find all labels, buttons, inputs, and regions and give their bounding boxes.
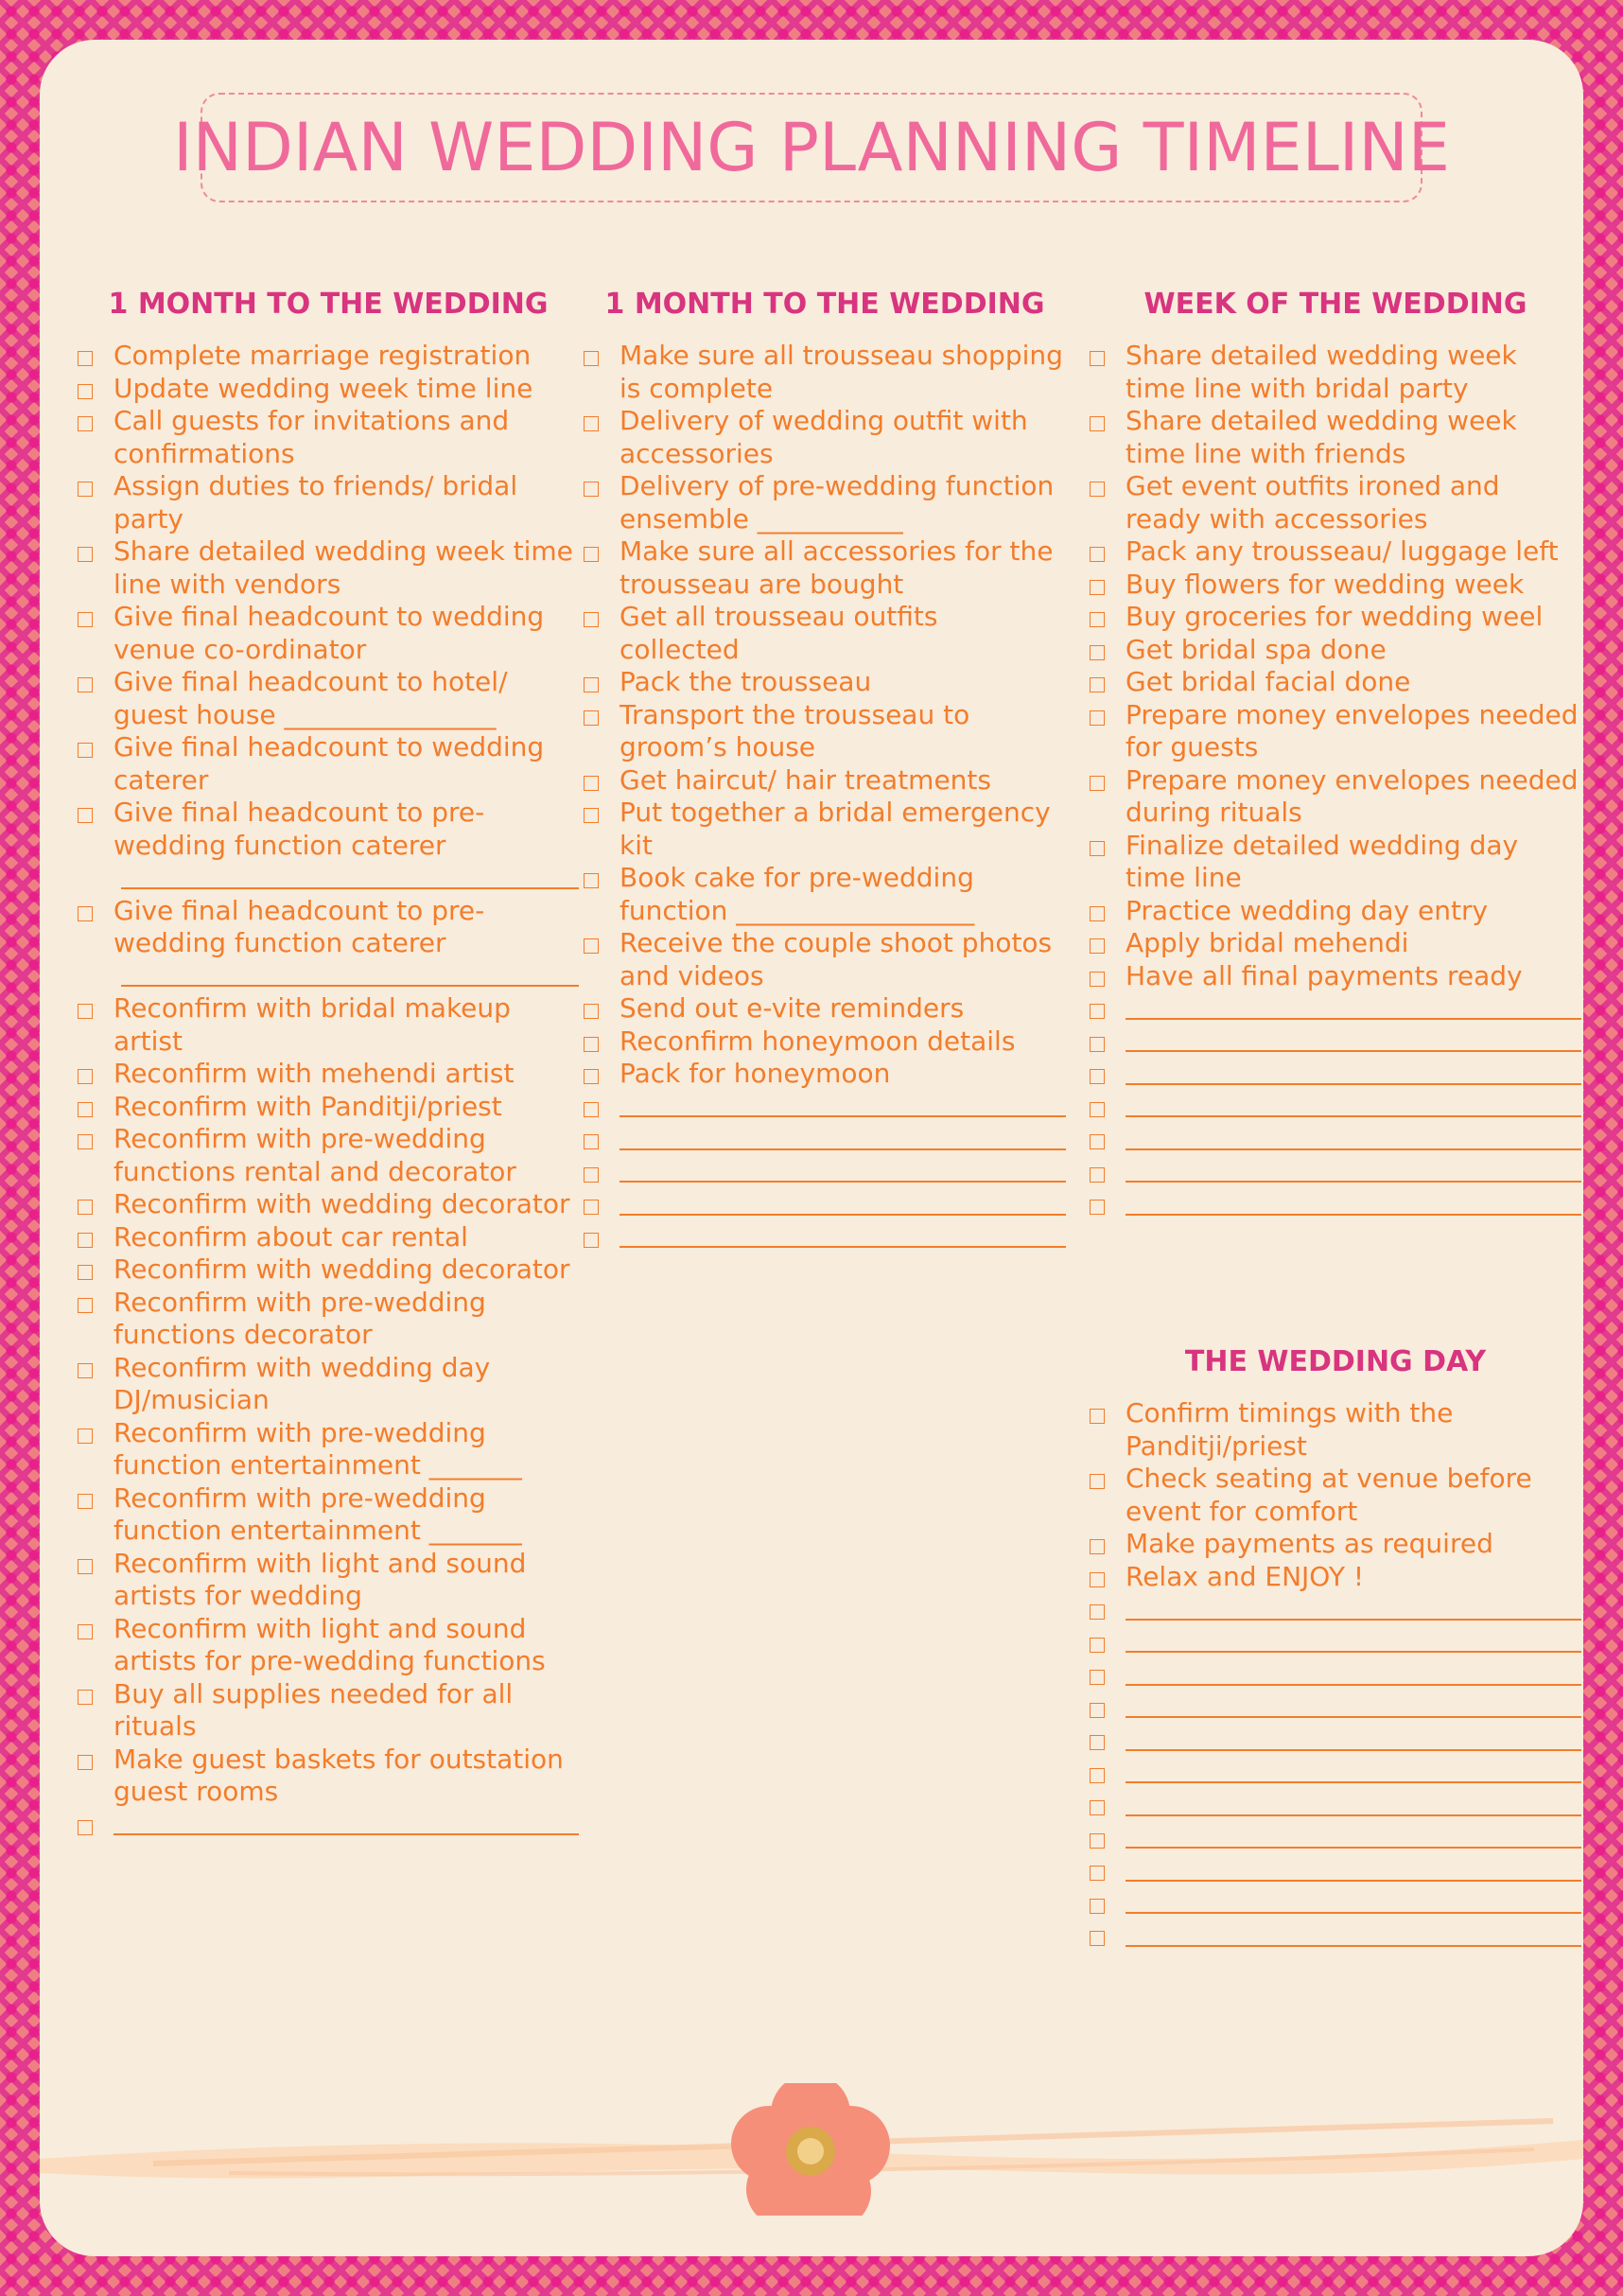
checkbox-icon[interactable] <box>584 612 599 627</box>
checklist <box>1090 340 1581 1221</box>
checkbox-icon[interactable] <box>584 416 599 431</box>
blank-entry-line[interactable] <box>620 1085 1066 1118</box>
checklist-item-text: Give final headcount to wedding caterer <box>113 731 545 796</box>
checkbox-icon[interactable] <box>78 1755 93 1770</box>
checklist-item[interactable] <box>584 340 1066 405</box>
blank-entry-line[interactable] <box>1126 1052 1581 1085</box>
checklist-item[interactable] <box>1090 405 1581 470</box>
blank-entry-line[interactable] <box>1126 1816 1581 1849</box>
checklist-item[interactable] <box>1090 699 1581 764</box>
checklist-item-text: Buy flowers for wedding week <box>1126 568 1525 600</box>
checkbox-icon[interactable] <box>1090 1866 1105 1881</box>
checkbox-icon[interactable] <box>1090 1134 1105 1149</box>
checkbox-icon[interactable] <box>584 1233 599 1248</box>
checklist-item[interactable] <box>584 797 1066 862</box>
checklist-item[interactable] <box>1090 1463 1581 1528</box>
checkbox-icon[interactable] <box>78 1820 93 1835</box>
checklist-item[interactable] <box>78 1253 579 1287</box>
checkbox-icon[interactable] <box>1090 1474 1105 1489</box>
checkbox-icon[interactable] <box>1090 1572 1105 1587</box>
checklist-item[interactable] <box>78 1417 579 1482</box>
blank-entry-line[interactable] <box>1126 987 1581 1020</box>
checkbox-icon[interactable] <box>584 938 599 954</box>
checklist-item-text: Practice wedding day entry <box>1126 894 1489 926</box>
blank-entry-line[interactable] <box>1126 1183 1581 1216</box>
checklist-item[interactable] <box>78 1809 579 1842</box>
checklist-item-text: Send out e-vite reminders <box>620 992 965 1024</box>
checklist-item-text: Reconfirm about car rental <box>113 1220 468 1253</box>
checklist-item[interactable] <box>1090 470 1581 535</box>
checklist-item-text: Get all trousseau outfits collected <box>620 601 938 665</box>
checklist-item-text: Share detailed wedding week time line with vendors <box>113 535 573 600</box>
fill-in-line[interactable] <box>121 955 579 988</box>
checkbox-icon[interactable] <box>1090 1409 1105 1424</box>
blank-entry-line[interactable] <box>1126 1587 1581 1621</box>
checklist-item[interactable] <box>78 1188 579 1221</box>
checklist-item-text: Get bridal facial done <box>1126 666 1411 697</box>
checkbox-icon[interactable] <box>1090 1931 1105 1946</box>
checkbox-icon[interactable] <box>78 1200 93 1215</box>
checkbox-icon[interactable] <box>78 384 93 399</box>
checklist-item[interactable] <box>584 927 1066 992</box>
blank-entry-line[interactable] <box>1126 1117 1581 1150</box>
title-frame <box>173 93 1450 202</box>
checkbox-icon[interactable] <box>78 547 93 562</box>
checklist-item[interactable] <box>584 666 1066 699</box>
checklist-item[interactable] <box>78 797 579 895</box>
checkbox-icon[interactable] <box>584 1200 599 1215</box>
checklist-item-text: Get bridal spa done <box>1126 633 1387 665</box>
checklist-item-text: Share detailed wedding week time line with friends <box>1126 405 1517 469</box>
checklist-item-text: Share detailed wedding week time line with bridal party <box>1126 340 1517 404</box>
blank-entry-line[interactable] <box>1126 1882 1581 1915</box>
checklist-item[interactable] <box>78 1352 579 1417</box>
checklist-item-text: Reconfirm with light and sound artists for pre-wedding functions <box>113 1612 546 1676</box>
checkbox-icon[interactable] <box>584 1004 599 1019</box>
checklist-item[interactable] <box>78 1482 579 1548</box>
checkbox-icon[interactable] <box>1090 1899 1105 1914</box>
checkbox-icon[interactable] <box>1090 351 1105 366</box>
blank-entry-line[interactable] <box>1126 1849 1581 1882</box>
blank-entry-line[interactable] <box>620 1216 1066 1249</box>
checkbox-icon[interactable] <box>1090 1768 1105 1783</box>
checklist-item-text: Apply bridal mehendi <box>1126 927 1409 958</box>
column-week-of-wedding <box>1090 288 1581 1221</box>
checkbox-icon[interactable] <box>1090 1800 1105 1815</box>
checklist-item[interactable] <box>78 1744 579 1809</box>
checklist-item[interactable] <box>1090 895 1581 928</box>
checklist-item[interactable] <box>1090 1397 1581 1463</box>
checkbox-icon[interactable] <box>78 1265 93 1280</box>
checkbox-icon[interactable] <box>584 776 599 791</box>
checklist-item[interactable] <box>1090 927 1581 960</box>
checkbox-icon[interactable] <box>1090 906 1105 921</box>
checkbox-icon[interactable] <box>1090 416 1105 431</box>
checklist-item-text: Buy groceries for wedding weel <box>1126 601 1544 632</box>
checkbox-icon[interactable] <box>584 1037 599 1052</box>
checklist-item[interactable] <box>78 405 579 470</box>
checkbox-icon[interactable] <box>584 710 599 726</box>
checklist-item-text: Reconfirm with pre-wedding function entertainment _______ <box>113 1416 522 1481</box>
checkbox-icon[interactable] <box>78 1233 93 1248</box>
page-title: INDIAN WEDDING PLANNING TIMELINE <box>173 109 1450 186</box>
checkbox-icon[interactable] <box>1090 1004 1105 1019</box>
checklist-item-text: Give final headcount to pre-wedding function caterer <box>113 797 485 861</box>
checkbox-icon[interactable] <box>78 1559 93 1574</box>
checklist-item-text: Relax and ENJOY ! <box>1126 1560 1365 1592</box>
checklist-item[interactable] <box>78 1287 579 1352</box>
checklist-item-text: Prepare money envelopes needed for guests <box>1126 698 1579 762</box>
checklist-item-text: Reconfirm with pre-wedding function entertainment _______ <box>113 1481 522 1546</box>
checklist-item-text: Check seating at venue before event for comfort <box>1126 1463 1532 1527</box>
checklist-item[interactable] <box>584 992 1066 1025</box>
checkbox-icon[interactable] <box>78 416 93 431</box>
checkbox-icon[interactable] <box>1090 547 1105 562</box>
checklist-item-text: Pack the trousseau <box>620 666 872 697</box>
checklist-item[interactable] <box>78 731 579 797</box>
column-1-month-b <box>584 288 1066 1253</box>
checkbox-icon[interactable] <box>1090 776 1105 791</box>
blank-entry-line[interactable] <box>1126 1085 1581 1118</box>
checklist-item[interactable] <box>78 470 579 535</box>
checkbox-icon[interactable] <box>584 1167 599 1183</box>
checklist-item[interactable] <box>1090 634 1581 667</box>
planner-card <box>40 40 1583 2256</box>
checkbox-icon[interactable] <box>1090 1167 1105 1183</box>
checkbox-icon[interactable] <box>78 808 93 823</box>
checklist-item[interactable] <box>78 1123 579 1188</box>
checklist-item-text: Reconfirm with pre-wedding functions rental and decorator <box>113 1123 516 1187</box>
checklist-item[interactable] <box>584 601 1066 666</box>
checklist-item-text: Have all final payments ready <box>1126 959 1523 991</box>
checklist-item-text: Confirm timings with the Panditji/priest <box>1126 1397 1454 1462</box>
checklist <box>1090 1397 1581 1953</box>
checkbox-icon[interactable] <box>1090 482 1105 497</box>
checklist-item-text: Reconfirm with Panditji/priest <box>113 1090 502 1122</box>
checkbox-icon[interactable] <box>584 677 599 692</box>
checkbox-icon[interactable] <box>1090 1703 1105 1718</box>
checklist-item[interactable] <box>584 699 1066 764</box>
checklist-item-text: Reconfirm with mehendi artist <box>113 1058 515 1089</box>
checkbox-icon[interactable] <box>78 1134 93 1149</box>
checklist-item[interactable] <box>1090 535 1581 569</box>
checkbox-icon[interactable] <box>1090 1539 1105 1554</box>
checkbox-icon[interactable] <box>1090 612 1105 627</box>
checklist-item[interactable] <box>78 340 579 373</box>
checkbox-icon[interactable] <box>1090 938 1105 954</box>
checklist-item-text: Buy all supplies needed for all rituals <box>113 1677 514 1742</box>
checkbox-icon[interactable] <box>584 351 599 366</box>
checkbox-icon[interactable] <box>78 906 93 921</box>
checklist-item[interactable] <box>584 1221 1066 1254</box>
blank-entry-line[interactable] <box>620 1183 1066 1216</box>
checkbox-icon[interactable] <box>584 1134 599 1149</box>
checklist-item-text: Delivery of pre-wedding function ensemble ___________ <box>620 470 1055 535</box>
checkbox-icon[interactable] <box>78 1428 93 1444</box>
checklist-item[interactable] <box>584 405 1066 470</box>
checklist-item-text: Give final headcount to pre-wedding function caterer <box>113 894 485 958</box>
checkbox-icon[interactable] <box>78 1102 93 1117</box>
checklist-item[interactable] <box>78 895 579 993</box>
checkbox-icon[interactable] <box>584 1069 599 1084</box>
checklist-item-text: Pack any trousseau/ luggage left <box>1126 535 1559 567</box>
checkbox-icon[interactable] <box>584 1102 599 1117</box>
checkbox-icon[interactable] <box>1090 677 1105 692</box>
checkbox-icon[interactable] <box>78 1624 93 1639</box>
checklist-item[interactable] <box>78 666 579 731</box>
column-wedding-day <box>1090 1345 1581 1953</box>
checklist-item[interactable] <box>78 1091 579 1124</box>
blank-entry-line[interactable] <box>1126 1783 1581 1816</box>
checkbox-icon[interactable] <box>584 873 599 888</box>
checkbox-icon[interactable] <box>1090 1069 1105 1084</box>
blank-entry-line[interactable] <box>1126 1653 1581 1686</box>
checklist-item-text: Make sure all accessories for the trousseau are bought <box>620 535 1054 600</box>
checklist-item-text: Call guests for invitations and confirmations <box>113 405 510 469</box>
checkbox-icon[interactable] <box>1090 1200 1105 1215</box>
blank-entry-line[interactable] <box>113 1803 579 1836</box>
blank-entry-line[interactable] <box>620 1150 1066 1183</box>
checklist-item-text: Assign duties to friends/ bridal party <box>113 470 518 535</box>
checklist-item-text: Reconfirm with pre-wedding functions decorator <box>113 1286 486 1350</box>
column-heading: THE WEDDING DAY <box>1184 1345 1487 1378</box>
checklist-item-text: Give final headcount to wedding venue co-ordinator <box>113 601 545 665</box>
checklist-item-text: Reconfirm with bridal makeup artist <box>113 992 511 1057</box>
checklist-item-text: Get haircut/ hair treatments <box>620 763 991 796</box>
checklist-item[interactable] <box>584 764 1066 797</box>
checklist-item-text: Update wedding week time line <box>113 372 533 404</box>
checklist-item[interactable] <box>1090 569 1581 602</box>
checklist-item[interactable] <box>78 373 579 406</box>
checklist-item-text: Make guest baskets for outstation guest rooms <box>113 1743 564 1807</box>
checkbox-icon[interactable] <box>78 1298 93 1313</box>
checkbox-icon[interactable] <box>78 743 93 758</box>
checklist-item[interactable] <box>1090 1188 1581 1221</box>
checklist-item[interactable] <box>1090 830 1581 895</box>
checklist-item-text: Receive the couple shoot photos and videos <box>620 927 1053 991</box>
checklist-item[interactable] <box>78 1548 579 1613</box>
checklist-item[interactable] <box>78 1058 579 1091</box>
checklist-item-text: Finalize detailed wedding day time line <box>1126 829 1519 893</box>
checkbox-icon[interactable] <box>1090 645 1105 660</box>
checkbox-icon[interactable] <box>584 808 599 823</box>
checkbox-icon[interactable] <box>1090 580 1105 595</box>
checklist-item[interactable] <box>1090 764 1581 830</box>
checklist-item[interactable] <box>78 1221 579 1254</box>
column-1-month-a <box>78 288 579 1841</box>
checkbox-icon[interactable] <box>1090 1102 1105 1117</box>
checkbox-icon[interactable] <box>78 677 93 692</box>
checklist-item-text: Reconfirm with wedding decorator <box>113 1253 570 1285</box>
checklist-item-text: Make sure all trousseau shopping is complete <box>620 340 1063 404</box>
blank-entry-line[interactable] <box>620 1117 1066 1150</box>
blank-entry-line[interactable] <box>1126 1686 1581 1719</box>
checkbox-icon[interactable] <box>78 482 93 497</box>
blank-entry-line[interactable] <box>1126 1751 1581 1784</box>
checklist-item[interactable] <box>78 1613 579 1678</box>
checklist-item-text: Reconfirm with wedding day DJ/musician <box>113 1351 491 1415</box>
checklist-item-text: Transport the trousseau to groom’s house <box>620 698 970 762</box>
checklist-item-text: Reconfirm honeymoon details <box>620 1025 1016 1057</box>
checklist-item-text: Put together a bridal emergency kit <box>620 797 1051 861</box>
fill-in-line[interactable] <box>121 856 579 889</box>
checklist-item-text: Make payments as required <box>1126 1528 1493 1559</box>
checklist-item[interactable] <box>1090 1528 1581 1561</box>
checklist <box>584 340 1066 1253</box>
blank-entry-line[interactable] <box>1126 1718 1581 1751</box>
checklist-item-text: Prepare money envelopes needed during rituals <box>1126 763 1579 828</box>
blank-entry-line[interactable] <box>1126 1914 1581 1947</box>
checklist-item[interactable] <box>78 992 579 1058</box>
checkbox-icon[interactable] <box>1090 841 1105 856</box>
flower-ribbon-decoration <box>40 2083 1583 2216</box>
checkbox-icon[interactable] <box>1090 1670 1105 1685</box>
flower-icon <box>731 2083 890 2216</box>
checklist-item-text: Delivery of wedding outfit with accessories <box>620 405 1028 469</box>
checkbox-icon[interactable] <box>1090 710 1105 726</box>
checkbox-icon[interactable] <box>1090 1037 1105 1052</box>
checklist-item-text: Complete marriage registration <box>113 340 532 371</box>
checklist-item-text: Reconfirm with light and sound artists for wedding <box>113 1547 527 1611</box>
checklist-item-text: Reconfirm with wedding decorator <box>113 1188 570 1219</box>
checkbox-icon[interactable] <box>584 482 599 497</box>
checklist-item[interactable] <box>1090 601 1581 634</box>
column-heading: WEEK OF THE WEDDING <box>1143 288 1527 321</box>
checklist-item[interactable] <box>584 470 1066 535</box>
checkbox-icon[interactable] <box>1090 1638 1105 1653</box>
checkbox-icon[interactable] <box>1090 1735 1105 1750</box>
checklist-item[interactable] <box>584 535 1066 601</box>
checkbox-icon[interactable] <box>78 1363 93 1378</box>
blank-entry-line[interactable] <box>1126 1621 1581 1654</box>
checklist-item[interactable] <box>584 862 1066 927</box>
checklist <box>78 340 579 1841</box>
checkbox-icon[interactable] <box>1090 1604 1105 1620</box>
checklist-item[interactable] <box>78 1678 579 1744</box>
checklist-item-text: Pack for honeymoon <box>620 1058 891 1089</box>
checklist-item[interactable] <box>78 535 579 601</box>
checklist-item[interactable] <box>1090 666 1581 699</box>
checkbox-icon[interactable] <box>78 1494 93 1509</box>
checklist-item[interactable] <box>1090 340 1581 405</box>
checkbox-icon[interactable] <box>78 1004 93 1019</box>
checkbox-icon[interactable] <box>584 547 599 562</box>
column-heading: 1 MONTH TO THE WEDDING <box>604 288 1045 321</box>
checklist-item-text: Get event outfits ironed and ready with accessories <box>1126 470 1500 535</box>
checklist-item[interactable] <box>584 1025 1066 1059</box>
checkbox-icon[interactable] <box>1090 1833 1105 1849</box>
checkbox-icon[interactable] <box>78 612 93 627</box>
checkbox-icon[interactable] <box>78 1069 93 1084</box>
checkbox-icon[interactable] <box>78 1690 93 1705</box>
checklist-item[interactable] <box>78 601 579 666</box>
blank-entry-line[interactable] <box>1126 1020 1581 1053</box>
checklist-item-text: Give final headcount to hotel/ guest house ________________ <box>113 666 508 730</box>
checklist-item-text: Book cake for pre-wedding function __________________ <box>620 862 975 926</box>
checkbox-icon[interactable] <box>1090 972 1105 987</box>
checkbox-icon[interactable] <box>78 351 93 366</box>
column-heading: 1 MONTH TO THE WEDDING <box>108 288 549 321</box>
checklist-item[interactable] <box>1090 1919 1581 1953</box>
blank-entry-line[interactable] <box>1126 1150 1581 1183</box>
